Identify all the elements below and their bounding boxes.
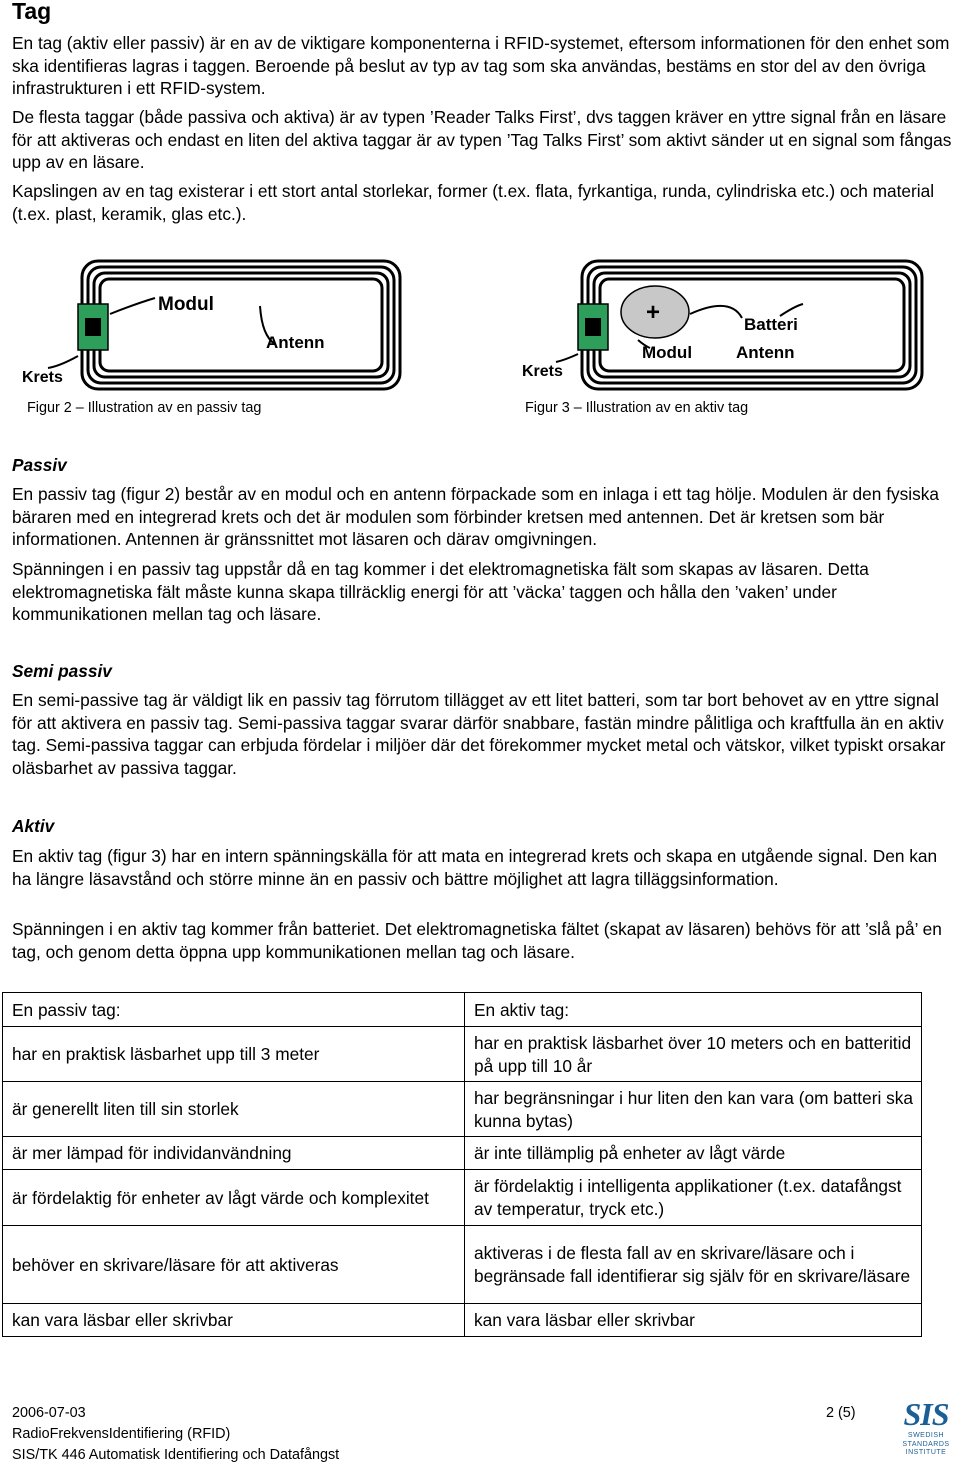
intro-paragraph: De flesta taggar (både passiva och aktiva) är av typen ’Reader Talks First’, dvs taggen kräver en yttre signal från en läsare för att aktiveras och endast en liten del aktiva taggar är av typen ’Tag Talks First’ som aktivt sänder ut en signal som fångas upp av en läsare.	[12, 107, 952, 173]
figure2-caption: Figur 2 – Illustration av en passiv tag	[27, 400, 262, 416]
footer-date: 2006-07-03	[12, 1405, 86, 1421]
table-cell: behöver en skrivare/läsare för att aktiveras	[3, 1225, 465, 1303]
logo-subtitle: SWEDISH STANDARDS INSTITUTE	[902, 1432, 950, 1456]
circuit-chip	[585, 318, 601, 336]
footer-doc-title: RadioFrekvensIdentifiering (RFID)	[12, 1426, 231, 1442]
semi-paragraph: En semi-passive tag är väldigt lik en passiv tag förrutom tillägget av ett litet batteri, som tar bort behovet av en yttre signal för att aktivera en passiv tag. Semi-passiva taggar svarar därför snabbare, fastän mindre pålitliga och kraftfulla än en aktiv tag. Semi-passiva taggar can erbjuda fördelar i miljöer där det förekommer mycket metal och vätskor, vilket typiskt orsakar oläsbarhet av passiva taggar.	[12, 690, 946, 778]
table-cell: har begränsningar i hur liten den kan vara (om batteri ska kunna bytas)	[465, 1082, 922, 1137]
label-modul: Modul	[642, 343, 693, 362]
table-cell: kan vara läsbar eller skrivbar	[3, 1303, 465, 1336]
table-cell: är mer lämpad för individanvändning	[3, 1137, 465, 1170]
passive-tag-figure	[20, 256, 410, 396]
aktiv-paragraph: En aktiv tag (figur 3) har en intern spänningskälla för att mata en integrerad krets och skapa en utgående signal. Den kan ha längre läsavstånd och större minne än en passiv och bättre möjlighet att lagra tilläggsinformation.	[12, 846, 938, 889]
table-cell: En passiv tag:	[3, 993, 465, 1027]
table-row	[3, 1225, 922, 1303]
label-plus: +	[646, 299, 661, 326]
footer-page-number: 2 (5)	[826, 1405, 856, 1421]
page-title: Tag	[12, 0, 52, 24]
table-cell: kan vara läsbar eller skrivbar	[465, 1303, 922, 1336]
label-krets: Krets	[522, 363, 563, 380]
circuit-chip	[85, 318, 101, 336]
table-row	[3, 1082, 922, 1137]
comparison-table	[2, 992, 922, 1337]
table-row	[3, 1303, 922, 1336]
active-tag-figure	[520, 256, 940, 396]
table-row	[3, 1137, 922, 1170]
table-cell: är inte tillämplig på enheter av lågt värde	[465, 1137, 922, 1170]
passiv-paragraph: Spänningen i en passiv tag uppstår då en tag kommer i det elektromagnetiska fält som skapas av läsaren. Detta elektromagnetiska fält måste kunna skapa tillräcklig energi för att ’väcka’ taggen och hålla den ’vaken’ under kommunikationen mellan tag och läsare.	[12, 559, 869, 625]
logo-text: SIS	[903, 1396, 949, 1432]
section-title-aktiv: Aktiv	[12, 816, 55, 836]
aktiv-paragraph: Spänningen i en aktiv tag kommer från batteriet. Det elektromagnetiska fältet (skapat av läsaren) behövs för att ’slå på’ en tag, och genom detta öppna upp kommunikationen mellan tag och läsare.	[12, 919, 942, 962]
table-cell: har en praktisk läsbarhet över 10 meters och en batteritid på upp till 10 år	[465, 1027, 922, 1082]
table-cell: aktiveras i de flesta fall av en skrivare/läsare och i begränsade fall identifierar sig själv för en skrivare/läsare	[465, 1225, 922, 1303]
table-cell: har en praktisk läsbarhet upp till 3 meter	[3, 1027, 465, 1082]
intro-paragraph: Kapslingen av en tag existerar i ett stort antal storlekar, former (t.ex. flata, fyrkantiga, runda, cylindriska etc.) och material (t.ex. plast, keramik, glas etc.).	[12, 181, 935, 224]
table-row	[3, 993, 922, 1027]
figure3-caption: Figur 3 – Illustration av en aktiv tag	[525, 400, 749, 416]
table-cell: är fördelaktig för enheter av lågt värde och komplexitet	[3, 1169, 465, 1225]
label-batteri: Batteri	[744, 315, 798, 334]
intro-paragraph: En tag (aktiv eller passiv) är en av de viktigare komponenterna i RFID-systemet, eftersom informationen för den enhet som ska identifieras lagras i taggen. Beroende på beslut av typ av tag som ska användas, bestäms en stor del av den övriga infrastrukturen i ett RFID-system.	[12, 33, 950, 99]
table-row	[3, 1169, 922, 1225]
label-antenn: Antenn	[266, 333, 325, 352]
table-cell: En aktiv tag:	[465, 993, 922, 1027]
section-title-semi-passiv: Semi passiv	[12, 661, 112, 681]
section-title-passiv: Passiv	[12, 455, 67, 475]
table-cell: är fördelaktig i intelligenta applikationer (t.ex. datafångst av temperatur, tryck etc.)	[465, 1169, 922, 1225]
label-antenn: Antenn	[736, 343, 795, 362]
table-cell: är generellt liten till sin storlek	[3, 1082, 465, 1137]
table-row	[3, 1027, 922, 1082]
label-modul: Modul	[158, 294, 214, 315]
label-krets: Krets	[22, 369, 63, 386]
sis-logo	[896, 1396, 956, 1464]
footer-committee: SIS/TK 446 Automatisk Identifiering och Datafångst	[12, 1447, 340, 1463]
passiv-paragraph: En passiv tag (figur 2) består av en modul och en antenn förpackade som en inlaga i ett tag hölje. Modulen är den fysiska bäraren med en integrerad krets och det är modulen som förbinder kretsen med antennen. Det är kretsen som bär informationen. Antennen är gränssnittet mot läsaren och därav omgivningen.	[12, 484, 940, 550]
